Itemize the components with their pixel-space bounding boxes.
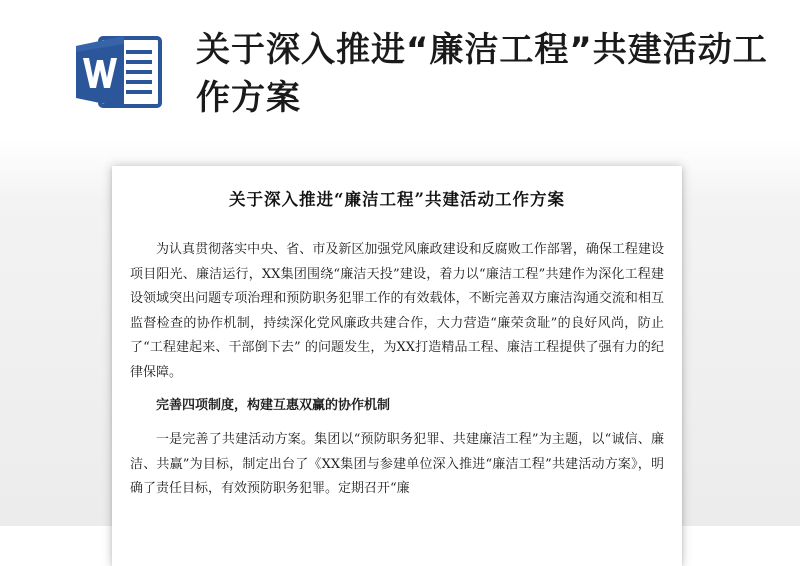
- paragraph-first-point: 一是完善了共建活动方案。集团以“预防职务犯罪、共建廉洁工程”为主题，以“诚信、廉洁、共赢”为目标，制定出台了《XX集团与参建单位深入推进“廉洁工程”共建活动方案》，明确了责任目标，有效预防职务犯罪。定期召开“廉: [130, 432, 664, 497]
- paragraph-intro: 为认真贯彻落实中央、省、市及新区加强党风廉政建设和反腐败工作部署，确保工程建设项目阳光、廉洁运行，XX集团围绕“廉洁天投”建设，着力以“廉洁工程”共建作为深化工程建设领域突出问题专项治理和预防职务犯罪工作的有效载体，不断完善双方廉洁沟通交流和相互监督检查的协作机制，持续深化党风廉政共建合作，大力营造“廉荣贪耻”的良好风尚，防止了“工程建起来、干部倒下去” 的问题发生，为XX打造精品工程、廉洁工程提供了强有力的纪律保障。: [130, 242, 664, 380]
- page-title: 关于深入推进“廉洁工程”共建活动工作方案: [196, 30, 768, 118]
- section-heading: 完善四项制度，构建互惠双赢的协作机制: [156, 397, 391, 413]
- word-document-icon: [74, 34, 164, 110]
- header: [0, 0, 800, 140]
- document-body: [130, 238, 664, 502]
- document-page: [112, 166, 682, 566]
- document-title: 关于深入推进“廉洁工程”共建活动工作方案: [229, 190, 565, 209]
